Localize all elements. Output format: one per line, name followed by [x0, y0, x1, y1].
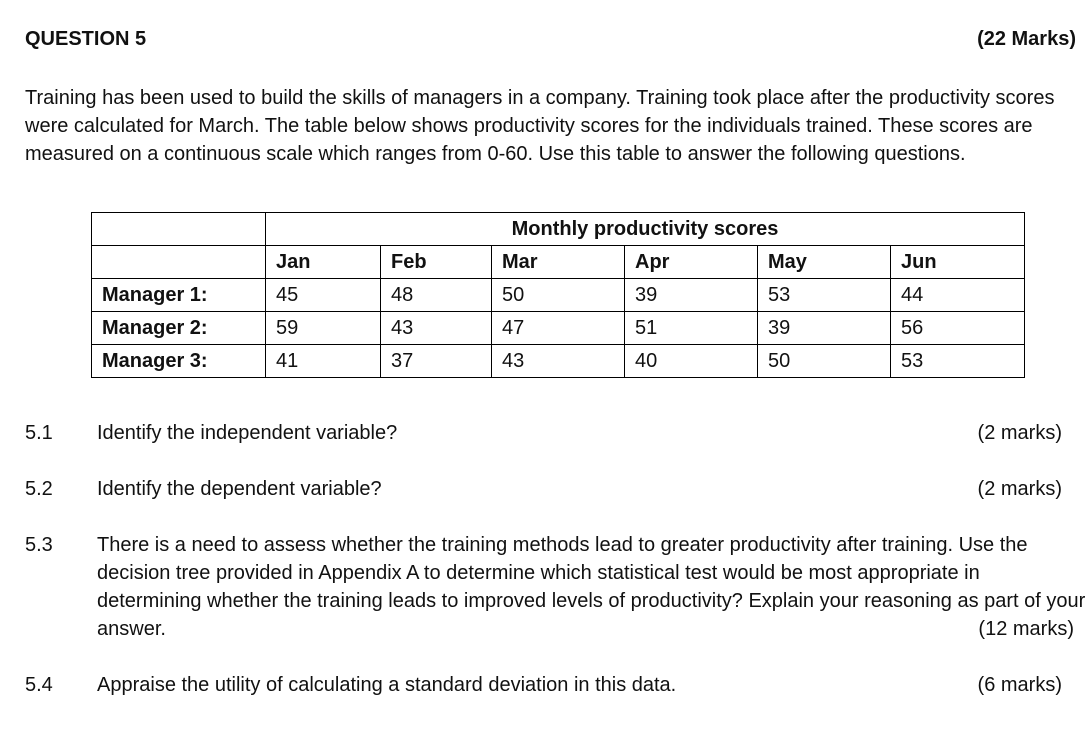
table-row	[92, 345, 1025, 378]
intro-line: measured on a continuous scale which ranges from 0-60. Use this table to answer the following questions.	[25, 143, 966, 165]
table-cell: 53	[891, 345, 1025, 378]
sub-question-number: 5.2	[25, 478, 53, 500]
table-cell: 53	[758, 279, 891, 312]
sub-question-number: 5.1	[25, 422, 53, 444]
sub-question-text: decision tree provided in Appendix A to determine which statistical test would be most appropriate in	[97, 562, 980, 584]
table-row	[92, 279, 1025, 312]
table-row	[92, 312, 1025, 345]
table-cell: 43	[381, 312, 492, 345]
table-cell: 50	[758, 345, 891, 378]
table-caption: Monthly productivity scores	[266, 213, 1025, 246]
table-cell: 43	[492, 345, 625, 378]
table-cell: 39	[758, 312, 891, 345]
table-cell: 45	[266, 279, 381, 312]
intro-line: Training has been used to build the skills of managers in a company. Training took place after the productivity scores	[25, 87, 1055, 109]
column-header: Mar	[492, 246, 625, 279]
question-title: QUESTION 5	[25, 28, 147, 50]
table-cell: 59	[266, 312, 381, 345]
sub-question-marks: (2 marks)	[977, 422, 1062, 444]
column-header: Apr	[625, 246, 758, 279]
table-cell: 39	[625, 279, 758, 312]
table-cell: 37	[381, 345, 492, 378]
sub-question-5-3	[0, 531, 1089, 643]
row-label: Manager 3:	[92, 345, 266, 378]
column-header: May	[758, 246, 891, 279]
sub-question-number: 5.3	[25, 534, 53, 556]
row-label: Manager 1:	[92, 279, 266, 312]
table-cell: 50	[492, 279, 625, 312]
sub-question-text: answer.	[97, 618, 166, 640]
intro-line: were calculated for March. The table below shows productivity scores for the individuals trained. These scores are	[25, 115, 1033, 137]
question-marks: (22 Marks)	[977, 28, 1076, 50]
sub-question-marks: (6 marks)	[977, 674, 1062, 696]
sub-question-text: Identify the dependent variable?	[97, 478, 382, 500]
column-header: Jan	[266, 246, 381, 279]
sub-question-text: Identify the independent variable?	[97, 422, 398, 444]
sub-question-text: Appraise the utility of calculating a standard deviation in this data.	[97, 674, 677, 696]
table-corner-cell	[92, 213, 266, 246]
sub-question-marks: (12 marks)	[978, 618, 1074, 640]
table-corner-cell	[92, 246, 266, 279]
sub-question-number: 5.4	[25, 674, 53, 696]
table-cell: 47	[492, 312, 625, 345]
table-cell: 44	[891, 279, 1025, 312]
column-header: Jun	[891, 246, 1025, 279]
table-cell: 51	[625, 312, 758, 345]
sub-question-text: determining whether the training leads to improved levels of productivity? Explain your reasoning as part of your	[97, 590, 1086, 612]
sub-question-text: There is a need to assess whether the training methods lead to greater productivity after training. Use the	[97, 534, 1028, 556]
column-header: Feb	[381, 246, 492, 279]
table-cell: 56	[891, 312, 1025, 345]
table-cell: 41	[266, 345, 381, 378]
table-caption-row	[92, 213, 1025, 246]
productivity-table	[91, 212, 1025, 378]
row-label: Manager 2:	[92, 312, 266, 345]
sub-question-marks: (2 marks)	[977, 478, 1062, 500]
table-cell: 40	[625, 345, 758, 378]
table-cell: 48	[381, 279, 492, 312]
intro-paragraph	[25, 84, 1075, 168]
table-header-row	[92, 246, 1025, 279]
